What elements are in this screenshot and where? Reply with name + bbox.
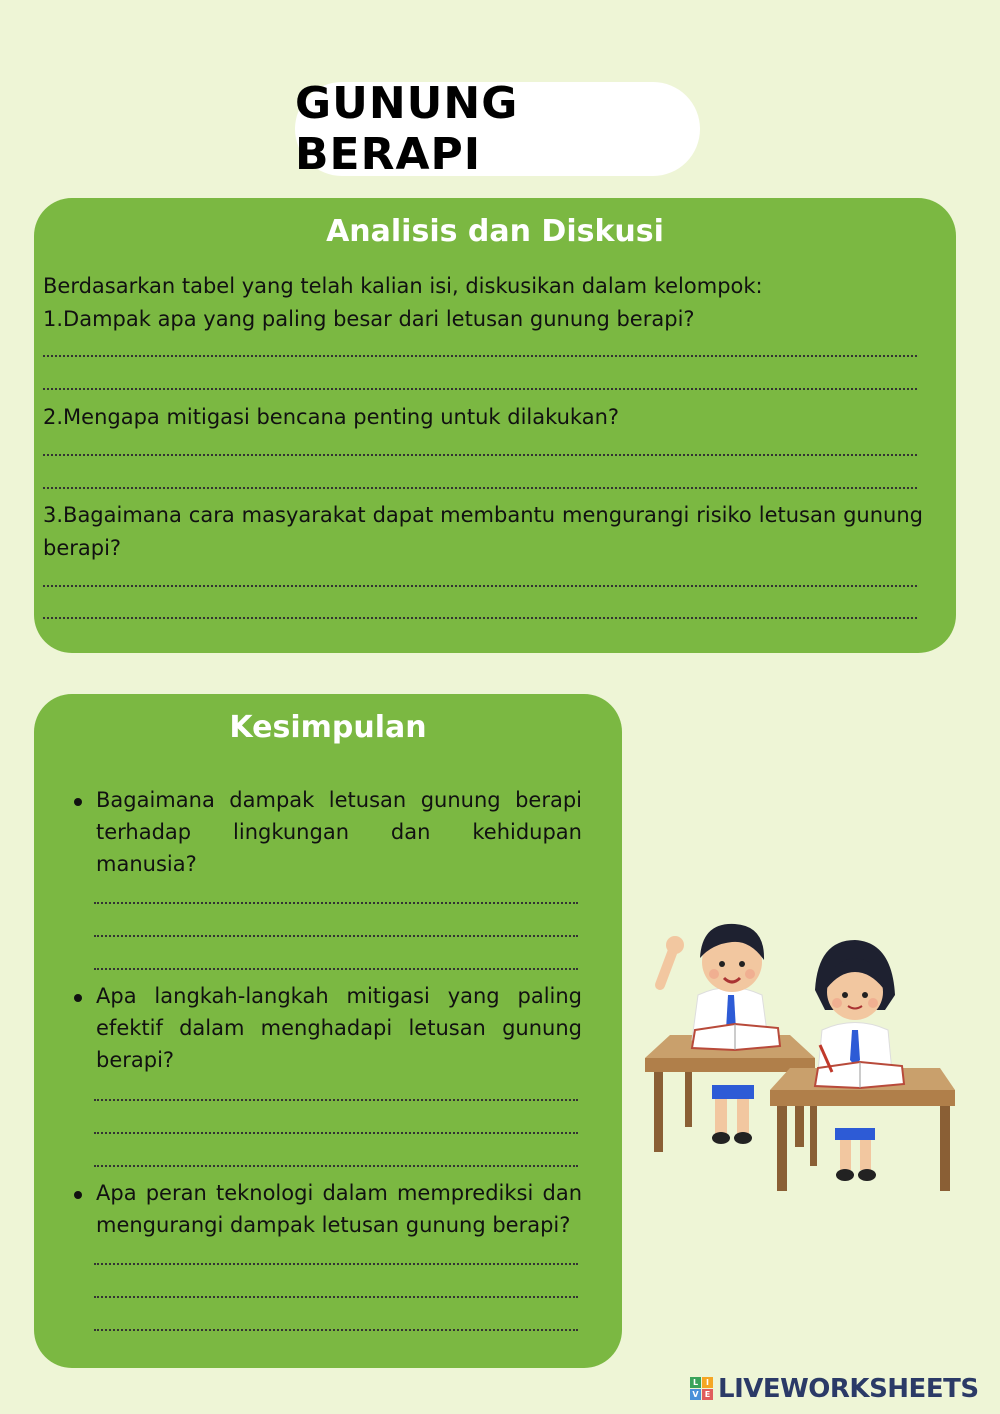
bullet-1 xyxy=(74,798,82,806)
answer-line-1b[interactable] xyxy=(43,388,917,390)
kesimpulan-line-2b[interactable] xyxy=(94,1132,578,1134)
answer-line-1a[interactable] xyxy=(43,355,917,357)
question-3: 3.Bagaimana cara masyarakat dapat membantu mengurangi risiko letusan gunung berapi? xyxy=(43,503,923,560)
kesimpulan-item-1: Bagaimana dampak letusan gunung berapi terhadap lingkungan dan kehidupan manusia? xyxy=(96,788,582,876)
kesimpulan-item-2: Apa langkah-langkah mitigasi yang paling efektif dalam menghadapi letusan gunung berapi? xyxy=(96,984,582,1072)
answer-line-2a[interactable] xyxy=(43,454,917,456)
kesimpulan-line-3b[interactable] xyxy=(94,1296,578,1298)
kesimpulan-line-2a[interactable] xyxy=(94,1099,578,1101)
kesimpulan-item-3: Apa peran teknologi dalam memprediksi dan mengurangi dampak letusan gunung berapi? xyxy=(96,1181,582,1237)
title-pill xyxy=(295,78,700,180)
analisis-panel xyxy=(34,198,956,653)
question-2: 2.Mengapa mitigasi bencana penting untuk dilakukan? xyxy=(43,405,620,429)
kesimpulan-line-3a[interactable] xyxy=(94,1263,578,1265)
answer-line-3a[interactable] xyxy=(43,585,917,587)
kesimpulan-heading: Kesimpulan xyxy=(229,710,427,745)
kesimpulan-line-1b[interactable] xyxy=(94,935,578,937)
open-book-back xyxy=(692,1024,780,1050)
answer-line-2b[interactable] xyxy=(43,487,917,489)
liveworksheets-logo-icon: L I V E xyxy=(690,1377,714,1401)
page-title: GUNUNG BERAPI xyxy=(295,78,519,180)
bullet-3 xyxy=(74,1191,82,1199)
analisis-heading: Analisis dan Diskusi xyxy=(326,214,664,249)
brand-name: LIVEWORKSHEETS xyxy=(718,1374,979,1404)
kesimpulan-line-1a[interactable] xyxy=(94,902,578,904)
students-at-desks-illustration xyxy=(640,900,970,1200)
kesimpulan-panel xyxy=(34,694,622,1368)
bullet-2 xyxy=(74,994,82,1002)
kesimpulan-line-3c[interactable] xyxy=(94,1329,578,1331)
question-1: 1.Dampak apa yang paling besar dari letusan gunung berapi? xyxy=(43,307,695,331)
analisis-intro: Berdasarkan tabel yang telah kalian isi, diskusikan dalam kelompok: xyxy=(43,274,763,298)
kesimpulan-line-1c[interactable] xyxy=(94,968,578,970)
kesimpulan-line-2c[interactable] xyxy=(94,1165,578,1167)
liveworksheets-brand[interactable] xyxy=(690,1374,979,1404)
answer-line-3b[interactable] xyxy=(43,617,917,619)
